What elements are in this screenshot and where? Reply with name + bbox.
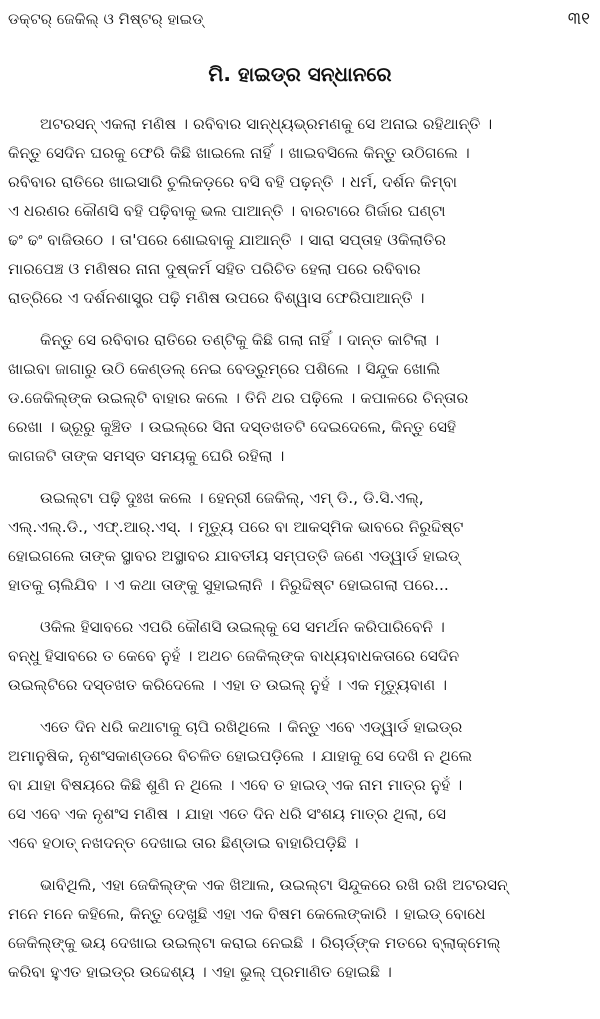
running-title: ଡକ୍ଟର୍ ଜେକିଲ୍ ଓ ମିଷ୍ଟର୍ ହାଇଡ୍: [8, 10, 204, 28]
text-line: ମାରପେଞ୍ଚ ଓ ମଣିଷର ନାନା ଦୁଷ୍କର୍ମ ସହିତ ପରିଚିତ ହେଲା ପରେ ରବିବାର: [8, 260, 421, 278]
paragraph: [8, 326, 592, 471]
text-line: ଏଲ୍.ଏଲ୍.ଡି., ଏଫ୍.ଆର୍.ଏସ୍. । ମୃତ୍ୟୁ ପରେ ବା ଆକସ୍ମିକ ଭାବରେ ନିରୁଦ୍ଦିଷ୍ଟ: [8, 518, 464, 536]
text-line: ଏବେ ହଠାତ୍ ନଖଦନ୍ତ ଦେଖାଇ ତାର ଛିଣ୍ଡାଇ ବାହାରିପଡ଼ିଛି ।: [8, 834, 359, 852]
text-line: ହାତକୁ ଚାଲିଯିବ । ଏ କଥା ତାଙ୍କୁ ସୁହାଇଲାନି । ନିରୁଦ୍ଦିଷ୍ଟ ହୋଇଗଲା ପରେ...: [8, 576, 449, 594]
text-line: ଉଇଲ୍‌ଟିରେ ଦସ୍ତଖତ କରିଦେଲେ । ଏହା ତ ଉଇଲ୍ ନୁହଁ । ଏକ ମୃତ୍ୟୁବାଣ ।: [8, 676, 448, 694]
text-line: ମନେ ମନେ କହିଲେ, କିନ୍ତୁ ଦେଖୁଛି ଏହା ଏକ ବିଷମ କେଲେଙ୍କାରି । ହାଇଡ୍ ବୋଧେ: [8, 905, 486, 923]
text-line: ଢଂ ଢଂ ବାଜିଉଠେ । ତା'ପରେ ଶୋଇବାକୁ ଯାଆନ୍ତି । ସାରା ସପ୍ତାହ ଓକିଲାତିର: [8, 231, 446, 249]
paragraph: [8, 613, 592, 700]
text-line: ରାତ୍ରିରେ ଏ ଦର୍ଶନଶାସ୍ତ୍ର ପଢ଼ି ମଣିଷ ଉପରେ ବିଶ୍ୱାସ ଫେରିପାଆନ୍ତି ।: [8, 289, 425, 307]
paragraph: [8, 110, 592, 313]
body-text: [8, 110, 592, 1000]
text-line: ଉଇଲ୍‌ଟା ପଢ଼ି ଦୁଃଖ କଲେ । ହେନ୍‌ରୀ ଜେକିଲ୍, ଏମ୍ ଡି., ଡି.ସି.ଏଲ୍,: [40, 489, 424, 507]
text-line: କାଗଜଟି ତାଙ୍କ ସମସ୍ତ ସମୟକୁ ଘେରି ରହିଲା ।: [8, 447, 285, 465]
text-line: କିନ୍ତୁ ସେ ରବିବାର ରାତିରେ ତଣ୍ଟିକୁ କିଛି ଗଲା ନାହିଁ । ଦାନ୍ତ କାଟିଲା ।: [40, 331, 440, 349]
text-line: ରେଖା । ଭ୍ରୂରୁ କୁଞ୍ଚିତ । ଉଇଲ୍‌ରେ ସିନା ଦସ୍ତଖତଟି ଦେଇଦେଲେ, କିନ୍ତୁ ସେହି: [8, 418, 457, 436]
text-line: ଡ.ଜେକିଲ୍‌ଙ୍କ ଉଇଲ୍‌ଟି ବାହାର କଲେ । ତିନି ଥର ପଢ଼ିଲେ । କପାଳରେ ଚିନ୍ତାର: [8, 389, 469, 407]
text-line: ବା ଯାହା ବିଷୟରେ କିଛି ଶୁଣି ନ ଥିଲେ । ଏବେ ତ ହାଇଡ୍ ଏକ ନାମ ମାତ୍ର ନୁହଁ ।: [8, 776, 463, 794]
paragraph: [8, 871, 592, 987]
text-line: ଭାବିଥିଲି, ଏହା ଜେକିଲ୍‌ଙ୍କ ଏକ ଖିଆଲ, ଉଇଲ୍‌ଟା ସିନ୍ଦୁକରେ ରଖି ରଖି ଅଟରସନ୍: [40, 876, 508, 894]
text-line: ଜେକିଲ୍‌ଙ୍କୁ ଭୟ ଦେଖାଇ ଉଇଲ୍‌ଟା କରାଇ ନେଇଛି । ରିଚାର୍ଡ୍‌ଙ୍କ ମତରେ ବ୍ଲାକ୍‌ମେଲ୍: [8, 934, 501, 952]
page-header: [8, 6, 590, 32]
text-line: ଅଟରସନ୍ ଏକଲା ମଣିଷ । ରବିବାର ସାନ୍ଧ୍ୟଭ୍ରମଣକୁ ସେ ଅନାଇ ରହିଥାନ୍ତି ।: [40, 115, 493, 133]
chapter-title: ମି. ହାଇଡ୍‌ର ସନ୍ଧାନରେ: [208, 62, 392, 86]
text-line: କରିବା ହୁଏତ ହାଇଡ୍‌ର ଉଦ୍ଦେଶ୍ୟ । ଏହା ଭୁଲ୍ ପ୍ରମାଣିତ ହୋଇଛି ।: [8, 963, 392, 981]
text-line: ହୋଇଗଲେ ତାଙ୍କ ସ୍ଥାବର ଅସ୍ଥାବର ଯାବତୀୟ ସମ୍ପତ୍ତି ଜଣେ ଏଡ୍‌ୱାର୍ଡ ହାଇଡ୍: [8, 547, 460, 565]
text-line: ଓକିଲ ହିସାବରେ ଏପରି କୌଣସି ଉଇଲ୍‌କୁ ସେ ସମର୍ଥନ କରିପାରିବେନି ।: [40, 618, 445, 636]
paragraph: [8, 713, 592, 858]
text-line: ଏ ଧରଣର କୌଣସି ବହି ପଢ଼ିବାକୁ ଭଲ ପାଆନ୍ତି । ବାରଟାରେ ଗିର୍ଜାର ଘଣ୍ଟା: [8, 202, 446, 220]
text-line: ଅମାନୁଷିକ, ନୃଶଂସକାଣ୍ଡରେ ବିଚଳିତ ହୋଇପଡ଼ିଲେ । ଯାହାକୁ ସେ ଦେଖି ନ ଥିଲେ: [8, 747, 473, 765]
text-line: ବନ୍ଧୁ ହିସାବରେ ତ କେବେ ନୁହଁ । ଅଥଚ ଜେକିଲ୍‌ଙ୍କ ବାଧ୍ୟବାଧକତାରେ ସେଦିନ: [8, 647, 460, 665]
page-number: ୩୧: [567, 9, 590, 29]
text-line: କିନ୍ତୁ ସେଦିନ ଘରକୁ ଫେରି କିଛି ଖାଇଲେ ନାହିଁ । ଖାଇବସିଲେ କିନ୍ତୁ ଉଠିଗଲେ ।: [8, 144, 470, 162]
text-line: ଏତେ ଦିନ ଧରି କଥାଟାକୁ ଚାପି ରଖିଥିଲେ । କିନ୍ତୁ ଏବେ ଏଡ୍‌ୱାର୍ଡ ହାଇଡ୍‌ର: [40, 718, 463, 736]
text-line: ଖାଇବା ଜାଗାରୁ ଉଠି କେଣ୍ଡଲ୍ ନେଇ ବେଡ୍‌ରୁମ୍‌ରେ ପଶିଲେ । ସିନ୍ଦୁକ ଖୋଲି: [8, 360, 441, 378]
text-line: ରବିବାର ରାତିରେ ଖାଇସାରି ଚୁଲିକଡ଼ରେ ବସି ବହି ପଢ଼ନ୍ତି । ଧର୍ମ, ଦର୍ଶନ କିମ୍ବା: [8, 173, 458, 191]
paragraph: [8, 484, 592, 600]
text-line: ସେ ଏବେ ଏକ ନୃଶଂସ ମଣିଷ । ଯାହା ଏତେ ଦିନ ଧରି ସଂଶୟ ମାତ୍ର ଥିଲା, ସେ: [8, 805, 446, 823]
